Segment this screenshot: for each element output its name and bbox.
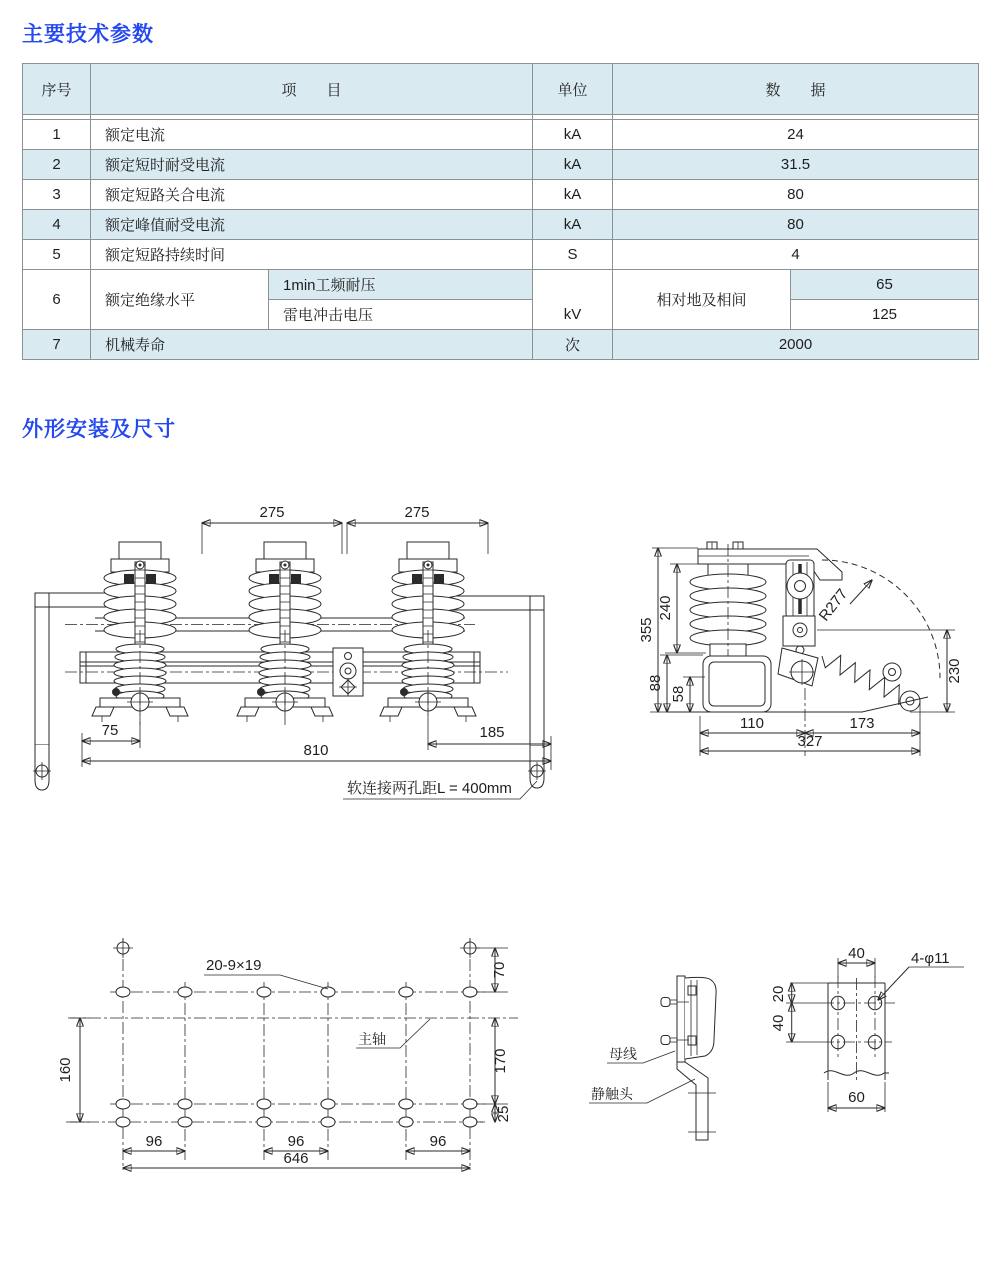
row-value: 2000 bbox=[613, 330, 979, 360]
row-unit: kA bbox=[533, 210, 613, 240]
row-value: 24 bbox=[613, 120, 979, 150]
dim-label-hole-gap: 40 bbox=[770, 1014, 787, 1032]
busbar-contact-body bbox=[661, 976, 716, 1140]
section-title-parameters: 主要技术参数 bbox=[22, 23, 154, 46]
terminal-plate-dimensions bbox=[770, 945, 964, 1112]
dim-label-row-gap: 25 bbox=[495, 1105, 512, 1123]
row-no: 4 bbox=[23, 210, 91, 240]
mounting-holes bbox=[113, 938, 480, 1127]
row-value: 125 bbox=[791, 300, 979, 330]
dim-label-hole-span: 40 bbox=[848, 945, 865, 962]
hole-callout-label: 20-9×19 bbox=[206, 957, 262, 974]
row-item: 机械寿命 bbox=[91, 330, 533, 360]
static-contact-label: 静触头 bbox=[591, 1086, 633, 1102]
main-shaft-label: 主轴 bbox=[358, 1031, 386, 1047]
row-item: 额定短时耐受电流 bbox=[91, 150, 533, 180]
dim-label-top: 70 bbox=[491, 961, 508, 979]
header-data: 数 据 bbox=[613, 64, 979, 115]
row-no: 5 bbox=[23, 240, 91, 270]
dim-label-radius: R277 bbox=[815, 585, 852, 625]
dim-label-total: 646 bbox=[283, 1150, 309, 1167]
dim-label-pitch-3: 96 bbox=[429, 1133, 447, 1150]
dim-label-bottom-right: 173 bbox=[849, 715, 875, 732]
terminal-plate-body bbox=[822, 976, 895, 1080]
dim-label-left: 160 bbox=[57, 1057, 74, 1083]
row-item: 额定电流 bbox=[91, 120, 533, 150]
row-value: 31.5 bbox=[613, 150, 979, 180]
header-item: 项 目 bbox=[91, 64, 533, 115]
row-item: 额定峰值耐受电流 bbox=[91, 210, 533, 240]
row-scope: 相对地及相间 bbox=[613, 270, 791, 330]
dim-label-pitch-1: 96 bbox=[145, 1133, 163, 1150]
row-unit: S bbox=[533, 240, 613, 270]
row-sub-item: 1min工频耐压 bbox=[269, 270, 533, 300]
header-unit: 单位 bbox=[533, 64, 613, 115]
row-no: 3 bbox=[23, 180, 91, 210]
dim-label-left-offset: 75 bbox=[101, 722, 119, 739]
side-view-drawing bbox=[610, 520, 1000, 780]
busbar-contact-drawing bbox=[585, 950, 790, 1165]
side-view-body bbox=[667, 542, 940, 712]
dim-label-right-height: 230 bbox=[946, 658, 963, 684]
dim-label-span-left: 275 bbox=[259, 504, 285, 521]
row-item: 额定绝缘水平 bbox=[91, 270, 269, 330]
hole-layout-annotations bbox=[57, 948, 512, 1168]
dim-label-height-total: 355 bbox=[638, 617, 655, 643]
dim-label-top-edge: 20 bbox=[770, 985, 787, 1003]
row-item: 额定短路持续时间 bbox=[91, 240, 533, 270]
row-no: 7 bbox=[23, 330, 91, 360]
terminal-plate-drawing bbox=[770, 930, 1000, 1130]
parameters-table-wrap bbox=[22, 63, 979, 360]
row-unit: kA bbox=[533, 150, 613, 180]
plate-hole-callout: 4-φ11 bbox=[911, 950, 950, 967]
row-value: 65 bbox=[791, 270, 979, 300]
row-value: 4 bbox=[613, 240, 979, 270]
drive-bracket bbox=[333, 648, 363, 696]
dim-label-bottom-left: 110 bbox=[740, 715, 764, 732]
mounting-hole-layout bbox=[40, 920, 540, 1190]
dim-label-width: 60 bbox=[848, 1089, 865, 1106]
flexible-braid-left bbox=[33, 593, 120, 790]
row-no: 6 bbox=[23, 270, 91, 330]
dim-label-pitch-2: 96 bbox=[287, 1133, 305, 1150]
row-value: 80 bbox=[613, 180, 979, 210]
row-unit: 次 bbox=[533, 330, 613, 360]
dim-label-total: 810 bbox=[303, 742, 329, 759]
row-item: 额定短路关合电流 bbox=[91, 180, 533, 210]
row-no: 2 bbox=[23, 150, 91, 180]
dim-label-span-right: 275 bbox=[404, 504, 430, 521]
row-unit: kV bbox=[533, 270, 613, 330]
flexible-link-note: 软连接两孔距L = 400mm bbox=[347, 780, 512, 797]
parameters-table bbox=[22, 63, 979, 360]
dim-label-right-offset: 185 bbox=[479, 724, 505, 741]
row-unit: kA bbox=[533, 120, 613, 150]
dim-label-base: 88 bbox=[647, 674, 664, 692]
dim-label-insulator: 240 bbox=[657, 595, 674, 621]
busbar-label: 母线 bbox=[609, 1046, 637, 1062]
section-title-outline: 外形安装及尺寸 bbox=[22, 418, 176, 441]
dim-label-bottom-total: 327 bbox=[797, 733, 823, 750]
row-no: 1 bbox=[23, 120, 91, 150]
header-no: 序号 bbox=[23, 64, 91, 115]
front-view-drawing bbox=[10, 490, 570, 835]
dim-label-right: 170 bbox=[492, 1048, 509, 1074]
row-unit: kA bbox=[533, 180, 613, 210]
dim-label-base-inner: 58 bbox=[670, 685, 687, 703]
row-value: 80 bbox=[613, 210, 979, 240]
row-sub-item: 雷电冲击电压 bbox=[269, 300, 533, 330]
